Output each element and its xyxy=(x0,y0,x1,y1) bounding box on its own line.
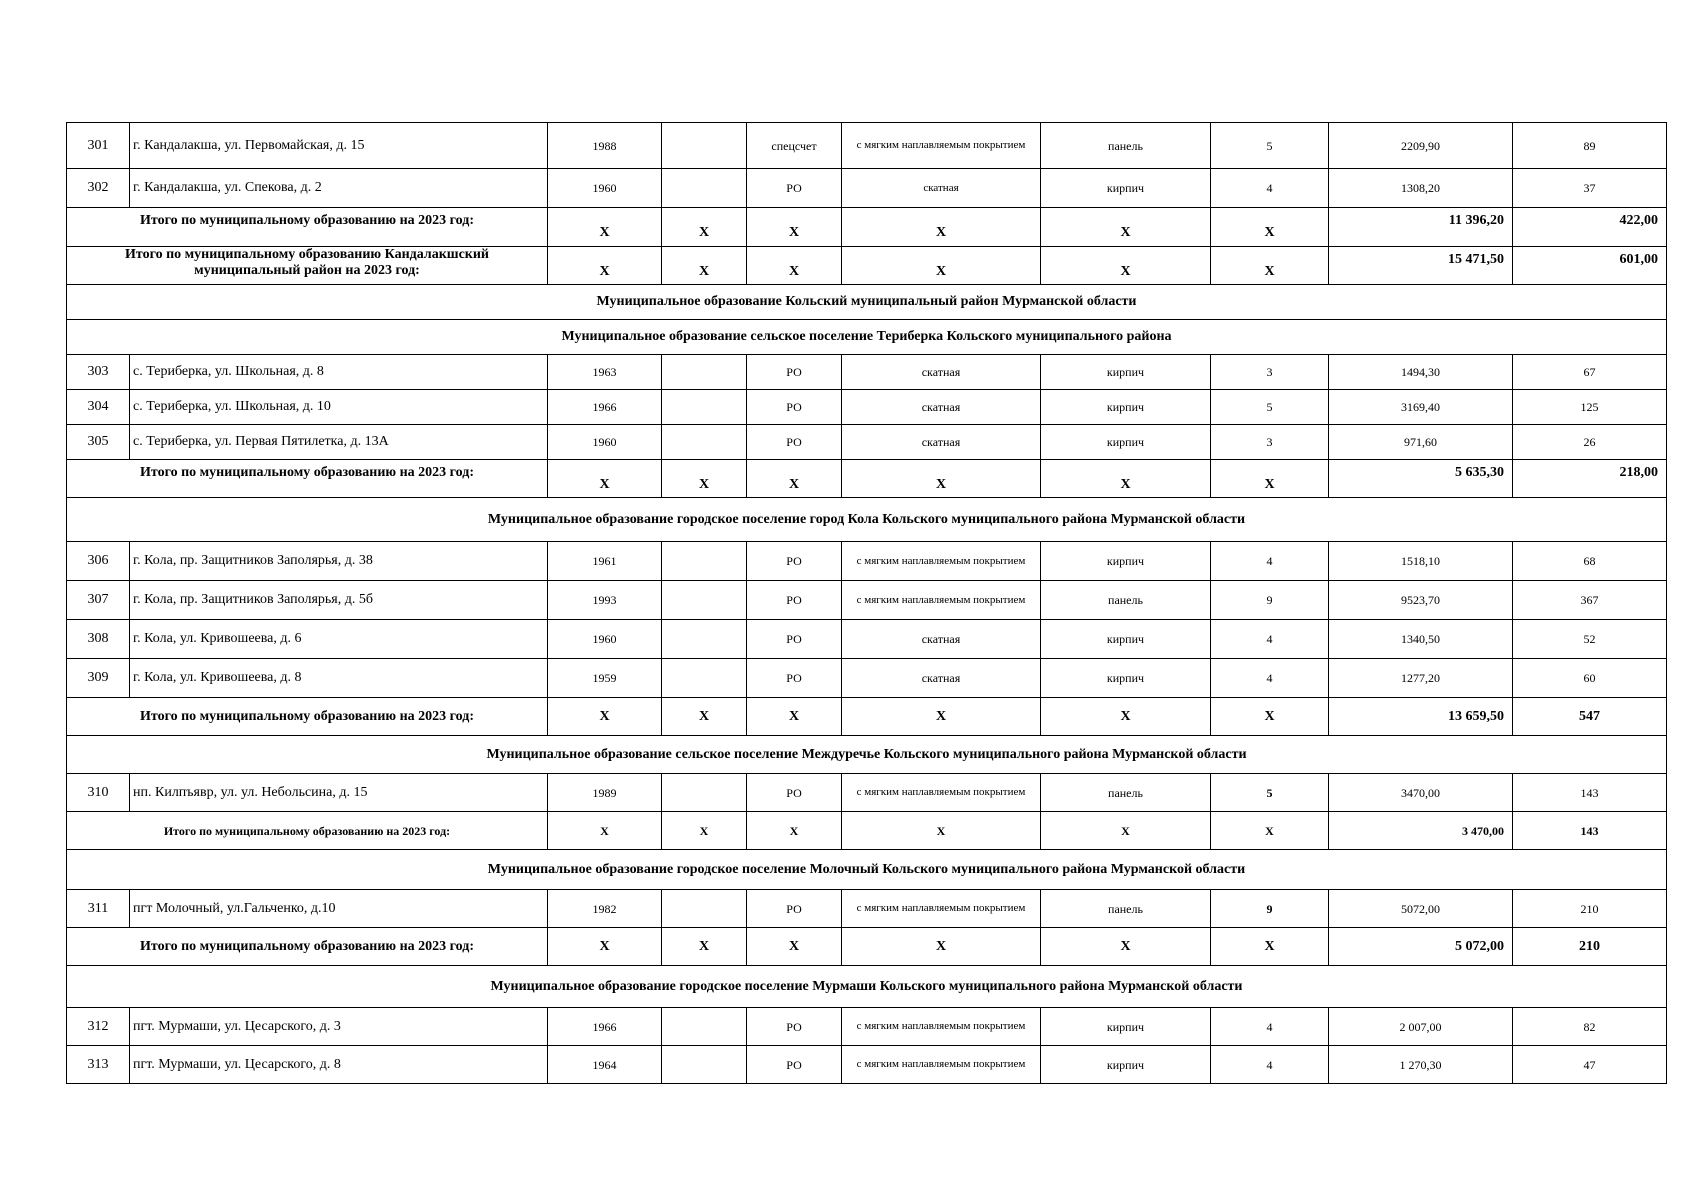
year: 1960 xyxy=(548,620,662,659)
year: 1989 xyxy=(548,774,662,812)
row-number: 308 xyxy=(67,620,130,659)
x-mark: X xyxy=(747,812,842,850)
floors: 4 xyxy=(1211,620,1329,659)
table-row xyxy=(67,1008,1667,1046)
roof-type: с мягким наплавляемым покрытием xyxy=(842,123,1041,169)
x-mark: X xyxy=(747,928,842,966)
x-mark: X xyxy=(1041,928,1211,966)
x-mark xyxy=(548,208,662,247)
floors: 4 xyxy=(1211,542,1329,581)
x-mark: X xyxy=(548,812,662,850)
x-mark-text: X xyxy=(1120,476,1131,492)
year: 1966 xyxy=(548,1008,662,1046)
table-row xyxy=(67,890,1667,928)
table-row xyxy=(67,1046,1667,1084)
row-number: 304 xyxy=(67,390,130,425)
area: 3470,00 xyxy=(1329,774,1513,812)
total-area: 13 659,50 xyxy=(1329,698,1513,736)
year: 1960 xyxy=(548,425,662,460)
x-mark-text: X xyxy=(788,225,800,240)
residents: 89 xyxy=(1513,123,1667,169)
section-title: Муниципальное образование городское поселение Молочный Кольского муниципального района Мурманской области xyxy=(67,850,1667,890)
roof-type: скатная xyxy=(842,425,1041,460)
x-mark: X xyxy=(842,698,1041,736)
total-label-text: Итого по муниципальному образованию на 2023 год: xyxy=(139,213,475,228)
table-row xyxy=(67,169,1667,208)
x-mark-text: X xyxy=(1120,263,1131,279)
x-mark xyxy=(548,247,662,285)
roof-type: с мягким наплавляемым покрытием xyxy=(842,1008,1041,1046)
residents: 210 xyxy=(1513,890,1667,928)
empty-cell xyxy=(662,620,747,659)
wall-material: кирпич xyxy=(1041,425,1211,460)
address: г. Кандалакша, ул. Спекова, д. 2 xyxy=(130,169,548,208)
x-mark-text: X xyxy=(698,263,710,279)
x-mark-text: X xyxy=(599,225,610,240)
floors: 3 xyxy=(1211,425,1329,460)
x-mark xyxy=(1211,247,1329,285)
wall-material: кирпич xyxy=(1041,390,1211,425)
total-area xyxy=(1329,460,1513,498)
total-row xyxy=(67,812,1667,850)
floors: 4 xyxy=(1211,169,1329,208)
residents: 67 xyxy=(1513,355,1667,390)
wall-material: кирпич xyxy=(1041,620,1211,659)
x-mark-text: X xyxy=(698,225,710,240)
address: г. Кола, ул. Кривошеева, д. 6 xyxy=(130,620,548,659)
wall-material: панель xyxy=(1041,774,1211,812)
x-mark xyxy=(842,460,1041,498)
x-mark xyxy=(1041,460,1211,498)
floors: 5 xyxy=(1211,123,1329,169)
residents: 125 xyxy=(1513,390,1667,425)
fund-method: РО xyxy=(747,581,842,620)
residents: 52 xyxy=(1513,620,1667,659)
total-label: Итого по муниципальному образованию на 2023 год: xyxy=(67,928,548,966)
total-label xyxy=(67,208,548,247)
section-title: Муниципальное образование городское поселение город Кола Кольского муниципального района Мурманской области xyxy=(67,498,1667,542)
address: г. Кандалакша, ул. Первомайская, д. 15 xyxy=(130,123,548,169)
total-label-text: Итого по муниципальному образованию Кандалакшский муниципальный район на 2023 год: xyxy=(124,246,489,278)
x-mark-text: X xyxy=(935,476,947,492)
table-row xyxy=(67,123,1667,169)
roof-type: с мягким наплавляемым покрытием xyxy=(842,774,1041,812)
x-mark: X xyxy=(548,698,662,736)
row-number: 301 xyxy=(67,123,130,169)
x-mark: X xyxy=(747,698,842,736)
total-residents xyxy=(1513,208,1667,247)
fund-method: РО xyxy=(747,620,842,659)
x-mark: X xyxy=(1041,812,1211,850)
area: 5072,00 xyxy=(1329,890,1513,928)
x-mark-text: X xyxy=(1264,476,1275,492)
total-row xyxy=(67,247,1667,285)
x-mark: X xyxy=(842,928,1041,966)
area: 1340,50 xyxy=(1329,620,1513,659)
address: нп. Килпъявр, ул. ул. Небольсина, д. 15 xyxy=(130,774,548,812)
wall-material: панель xyxy=(1041,581,1211,620)
x-mark xyxy=(747,208,842,247)
residents: 37 xyxy=(1513,169,1667,208)
table-row xyxy=(67,542,1667,581)
total-label: Итого по муниципальному образованию на 2023 год: xyxy=(67,698,548,736)
x-mark-text: X xyxy=(935,263,947,279)
area: 1518,10 xyxy=(1329,542,1513,581)
x-mark xyxy=(1211,208,1329,247)
fund-method: РО xyxy=(747,890,842,928)
address: пгт. Мурмаши, ул. Цесарского, д. 3 xyxy=(130,1008,548,1046)
table-row xyxy=(67,620,1667,659)
x-mark xyxy=(842,208,1041,247)
row-number: 306 xyxy=(67,542,130,581)
roof-type: с мягким наплавляемым покрытием xyxy=(842,1046,1041,1084)
year: 1988 xyxy=(548,123,662,169)
year: 1959 xyxy=(548,659,662,698)
address: г. Кола, ул. Кривошеева, д. 8 xyxy=(130,659,548,698)
x-mark xyxy=(747,460,842,498)
total-residents xyxy=(1513,247,1667,285)
total-area-text: 5 635,30 xyxy=(1455,464,1504,480)
x-mark-text: X xyxy=(1120,225,1131,240)
x-mark: X xyxy=(1211,812,1329,850)
total-label xyxy=(67,460,548,498)
residents: 82 xyxy=(1513,1008,1667,1046)
area: 1277,20 xyxy=(1329,659,1513,698)
total-row xyxy=(67,208,1667,247)
fund-method: спецсчет xyxy=(747,123,842,169)
floors: 5 xyxy=(1211,390,1329,425)
roof-type: скатная xyxy=(842,620,1041,659)
fund-method: РО xyxy=(747,390,842,425)
address: пгт Молочный, ул.Гальченко, д.10 xyxy=(130,890,548,928)
year: 1993 xyxy=(548,581,662,620)
section-row xyxy=(67,320,1667,355)
total-label: Итого по муниципальному образованию на 2023 год: xyxy=(67,812,548,850)
table-row xyxy=(67,581,1667,620)
row-number: 311 xyxy=(67,890,130,928)
address: г. Кола, пр. Защитников Заполярья, д. 5б xyxy=(130,581,548,620)
x-mark xyxy=(548,460,662,498)
fund-method: РО xyxy=(747,169,842,208)
empty-cell xyxy=(662,169,747,208)
residents: 47 xyxy=(1513,1046,1667,1084)
address: с. Териберка, ул. Школьная, д. 8 xyxy=(130,355,548,390)
total-residents-text: 422,00 xyxy=(1619,213,1658,228)
year: 1964 xyxy=(548,1046,662,1084)
roof-type: скатная xyxy=(842,390,1041,425)
section-title: Муниципальное образование сельское поселение Териберка Кольского муниципального района xyxy=(67,320,1667,355)
table-row xyxy=(67,659,1667,698)
x-mark: X xyxy=(662,698,747,736)
area: 1 270,30 xyxy=(1329,1046,1513,1084)
total-area-text: 15 471,50 xyxy=(1448,251,1504,267)
wall-material: панель xyxy=(1041,890,1211,928)
total-label xyxy=(67,247,548,285)
year: 1982 xyxy=(548,890,662,928)
floors: 9 xyxy=(1211,890,1329,928)
total-row xyxy=(67,928,1667,966)
x-mark: X xyxy=(1211,928,1329,966)
year: 1963 xyxy=(548,355,662,390)
empty-cell xyxy=(662,581,747,620)
x-mark-text: X xyxy=(599,476,610,492)
section-row xyxy=(67,498,1667,542)
table-row xyxy=(67,390,1667,425)
year: 1960 xyxy=(548,169,662,208)
fund-method: РО xyxy=(747,774,842,812)
x-mark xyxy=(662,460,747,498)
roof-type: скатная xyxy=(842,659,1041,698)
floors: 3 xyxy=(1211,355,1329,390)
roof-type: с мягким наплавляемым покрытием xyxy=(842,542,1041,581)
x-mark: X xyxy=(662,928,747,966)
row-number: 309 xyxy=(67,659,130,698)
total-residents-text: 601,00 xyxy=(1619,251,1658,267)
x-mark: X xyxy=(548,928,662,966)
address: пгт. Мурмаши, ул. Цесарского, д. 8 xyxy=(130,1046,548,1084)
roof-type: скатная xyxy=(842,169,1041,208)
row-number: 312 xyxy=(67,1008,130,1046)
x-mark xyxy=(1211,460,1329,498)
wall-material: кирпич xyxy=(1041,355,1211,390)
area: 1308,20 xyxy=(1329,169,1513,208)
year: 1961 xyxy=(548,542,662,581)
fund-method: РО xyxy=(747,355,842,390)
table-row xyxy=(67,355,1667,390)
empty-cell xyxy=(662,542,747,581)
empty-cell xyxy=(662,123,747,169)
row-number: 303 xyxy=(67,355,130,390)
x-mark xyxy=(1041,247,1211,285)
residents: 26 xyxy=(1513,425,1667,460)
area: 1494,30 xyxy=(1329,355,1513,390)
total-label-text: Итого по муниципальному образованию на 2023 год: xyxy=(139,464,475,480)
x-mark-text: X xyxy=(1264,263,1275,279)
total-area-text: 11 396,20 xyxy=(1448,213,1504,228)
x-mark-text: X xyxy=(599,263,610,279)
residents: 68 xyxy=(1513,542,1667,581)
total-residents-text: 218,00 xyxy=(1619,464,1658,480)
fund-method: РО xyxy=(747,1046,842,1084)
area: 2209,90 xyxy=(1329,123,1513,169)
section-title: Муниципальное образование Кольский муниципальный район Мурманской области xyxy=(67,285,1667,320)
row-number: 307 xyxy=(67,581,130,620)
area: 3169,40 xyxy=(1329,390,1513,425)
total-row xyxy=(67,460,1667,498)
wall-material: кирпич xyxy=(1041,659,1211,698)
empty-cell xyxy=(662,1046,747,1084)
total-residents xyxy=(1513,460,1667,498)
x-mark: X xyxy=(842,812,1041,850)
area: 2 007,00 xyxy=(1329,1008,1513,1046)
fund-method: РО xyxy=(747,1008,842,1046)
address: г. Кола, пр. Защитников Заполярья, д. 38 xyxy=(130,542,548,581)
x-mark: X xyxy=(1041,698,1211,736)
empty-cell xyxy=(662,355,747,390)
x-mark: X xyxy=(1211,698,1329,736)
x-mark-text: X xyxy=(935,225,947,240)
total-area: 3 470,00 xyxy=(1329,812,1513,850)
roof-type: скатная xyxy=(842,355,1041,390)
total-area: 5 072,00 xyxy=(1329,928,1513,966)
total-residents: 547 xyxy=(1513,698,1667,736)
x-mark-text: X xyxy=(788,476,800,492)
address: с. Териберка, ул. Первая Пятилетка, д. 13А xyxy=(130,425,548,460)
table-row xyxy=(67,774,1667,812)
total-area xyxy=(1329,247,1513,285)
row-number: 302 xyxy=(67,169,130,208)
floors: 5 xyxy=(1211,774,1329,812)
area: 971,60 xyxy=(1329,425,1513,460)
row-number: 305 xyxy=(67,425,130,460)
housing-table xyxy=(66,122,1667,1084)
x-mark xyxy=(1041,208,1211,247)
floors: 4 xyxy=(1211,659,1329,698)
floors: 9 xyxy=(1211,581,1329,620)
x-mark-text: X xyxy=(788,263,800,279)
total-row xyxy=(67,698,1667,736)
x-mark-text: X xyxy=(1264,225,1275,240)
x-mark xyxy=(662,247,747,285)
row-number: 313 xyxy=(67,1046,130,1084)
total-residents: 210 xyxy=(1513,928,1667,966)
roof-type: с мягким наплавляемым покрытием xyxy=(842,581,1041,620)
x-mark xyxy=(747,247,842,285)
row-number: 310 xyxy=(67,774,130,812)
residents: 60 xyxy=(1513,659,1667,698)
section-title: Муниципальное образование городское поселение Мурмаши Кольского муниципального района Мурманской области xyxy=(67,966,1667,1008)
area: 9523,70 xyxy=(1329,581,1513,620)
address: с. Териберка, ул. Школьная, д. 10 xyxy=(130,390,548,425)
empty-cell xyxy=(662,390,747,425)
wall-material: панель xyxy=(1041,123,1211,169)
residents: 367 xyxy=(1513,581,1667,620)
fund-method: РО xyxy=(747,542,842,581)
table-row xyxy=(67,425,1667,460)
year: 1966 xyxy=(548,390,662,425)
empty-cell xyxy=(662,425,747,460)
section-title: Муниципальное образование сельское поселение Междуречье Кольского муниципального района Мурманской области xyxy=(67,736,1667,774)
wall-material: кирпич xyxy=(1041,169,1211,208)
total-residents: 143 xyxy=(1513,812,1667,850)
wall-material: кирпич xyxy=(1041,542,1211,581)
section-row xyxy=(67,850,1667,890)
roof-type: с мягким наплавляемым покрытием xyxy=(842,890,1041,928)
empty-cell xyxy=(662,659,747,698)
x-mark xyxy=(842,247,1041,285)
fund-method: РО xyxy=(747,659,842,698)
wall-material: кирпич xyxy=(1041,1046,1211,1084)
floors: 4 xyxy=(1211,1008,1329,1046)
section-row xyxy=(67,736,1667,774)
residents: 143 xyxy=(1513,774,1667,812)
section-row xyxy=(67,285,1667,320)
x-mark-text: X xyxy=(698,476,710,492)
floors: 4 xyxy=(1211,1046,1329,1084)
section-row xyxy=(67,966,1667,1008)
fund-method: РО xyxy=(747,425,842,460)
empty-cell xyxy=(662,890,747,928)
x-mark: X xyxy=(662,812,747,850)
total-area xyxy=(1329,208,1513,247)
x-mark xyxy=(662,208,747,247)
wall-material: кирпич xyxy=(1041,1008,1211,1046)
empty-cell xyxy=(662,774,747,812)
empty-cell xyxy=(662,1008,747,1046)
